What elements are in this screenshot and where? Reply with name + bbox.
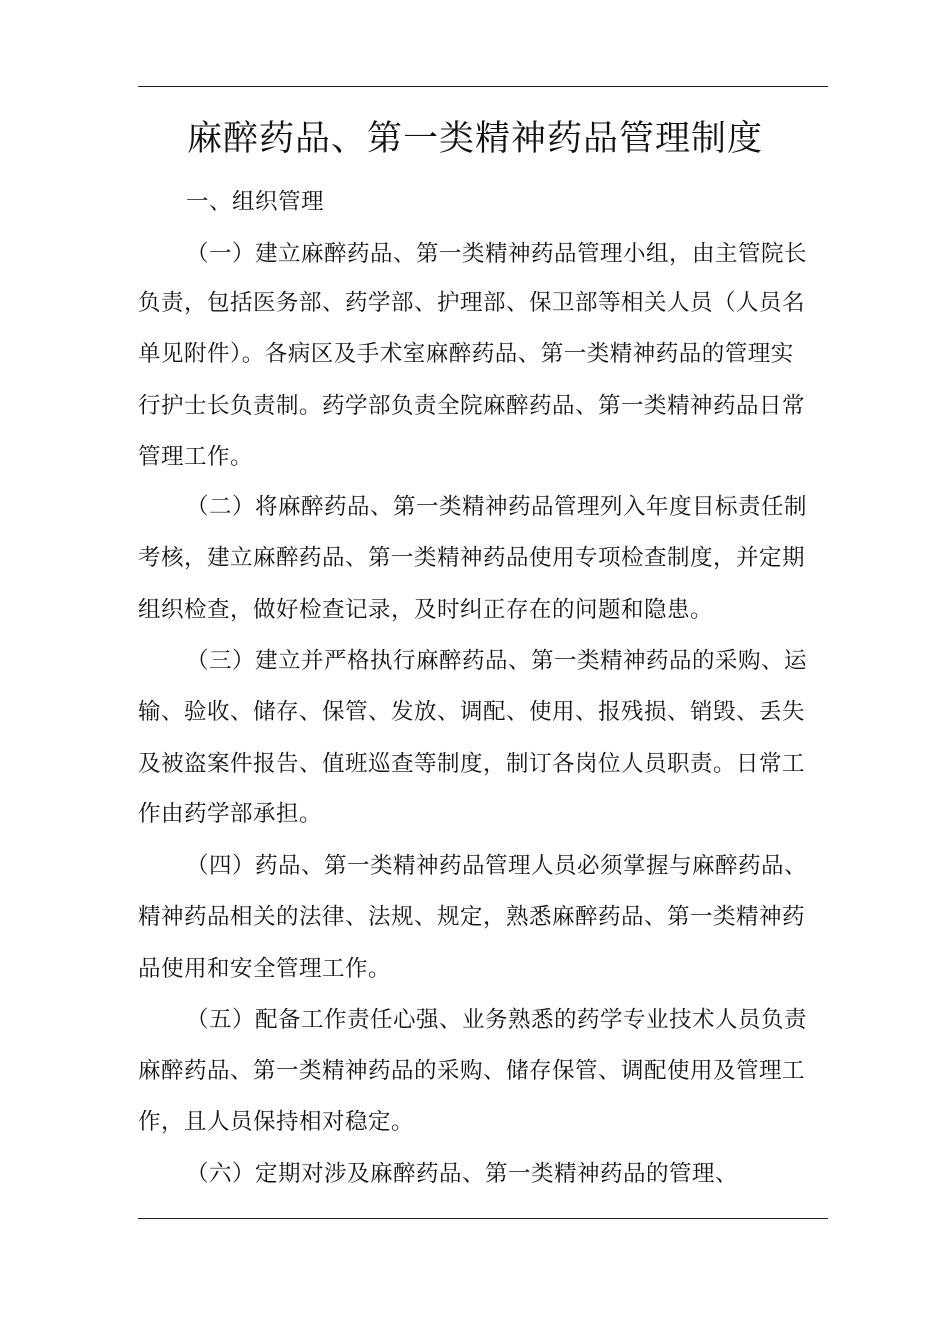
footer-rule [138, 1218, 828, 1219]
paragraph-line: 品使用和安全管理工作。 [138, 956, 392, 982]
paragraph-line: 及被盗案件报告、值班巡查等制度，制订各岗位人员职责。日常工 [138, 751, 806, 777]
paragraph-line: 组织检查，做好检查记录，及时纠正存在的问题和隐患。 [138, 597, 714, 623]
section-heading: 一、组织管理 [186, 189, 325, 215]
header-rule [138, 86, 828, 87]
paragraph-line: 管理工作。 [138, 444, 254, 470]
paragraph-line: 麻醉药品、第一类精神药品的采购、储存保管、调配使用及管理工 [138, 1058, 806, 1084]
paragraph-line: 精神药品相关的法律、法规、规定，熟悉麻醉药品、第一类精神药 [138, 904, 806, 930]
paragraph-line: 作，且人员保持相对稳定。 [138, 1109, 415, 1135]
paragraph-line: （一）建立麻醉药品、第一类精神药品管理小组，由主管院长 [186, 241, 808, 267]
paragraph-line: （四）药品、第一类精神药品管理人员必须掌握与麻醉药品、 [186, 853, 808, 879]
paragraph-line: （二）将麻醉药品、第一类精神药品管理列入年度目标责任制 [186, 494, 808, 520]
page-title: 麻醉药品、第一类精神药品管理制度 [186, 119, 763, 159]
paragraph-line: 作由药学部承担。 [138, 801, 323, 827]
paragraph-line: 考核，建立麻醉药品、第一类精神药品使用专项检查制度，并定期 [138, 545, 806, 571]
paragraph-line: 单见附件）。各病区及手术室麻醉药品、第一类精神药品的管理实 [138, 341, 794, 367]
paragraph-line: 负责，包括医务部、药学部、护理部、保卫部等相关人员（人员名 [138, 290, 806, 316]
paragraph-line: （三）建立并严格执行麻醉药品、第一类精神药品的采购、运 [186, 648, 808, 674]
paragraph-line: （五）配备工作责任心强、业务熟悉的药学专业技术人员负责 [186, 1007, 808, 1033]
paragraph-line: （六）定期对涉及麻醉药品、第一类精神药品的管理、 [186, 1161, 739, 1187]
paragraph-line: 输、验收、储存、保管、发放、调配、使用、报残损、销毁、丢失 [138, 699, 806, 725]
paragraph-line: 行护士长负责制。药学部负责全院麻醉药品、第一类精神药品日常 [138, 393, 806, 419]
